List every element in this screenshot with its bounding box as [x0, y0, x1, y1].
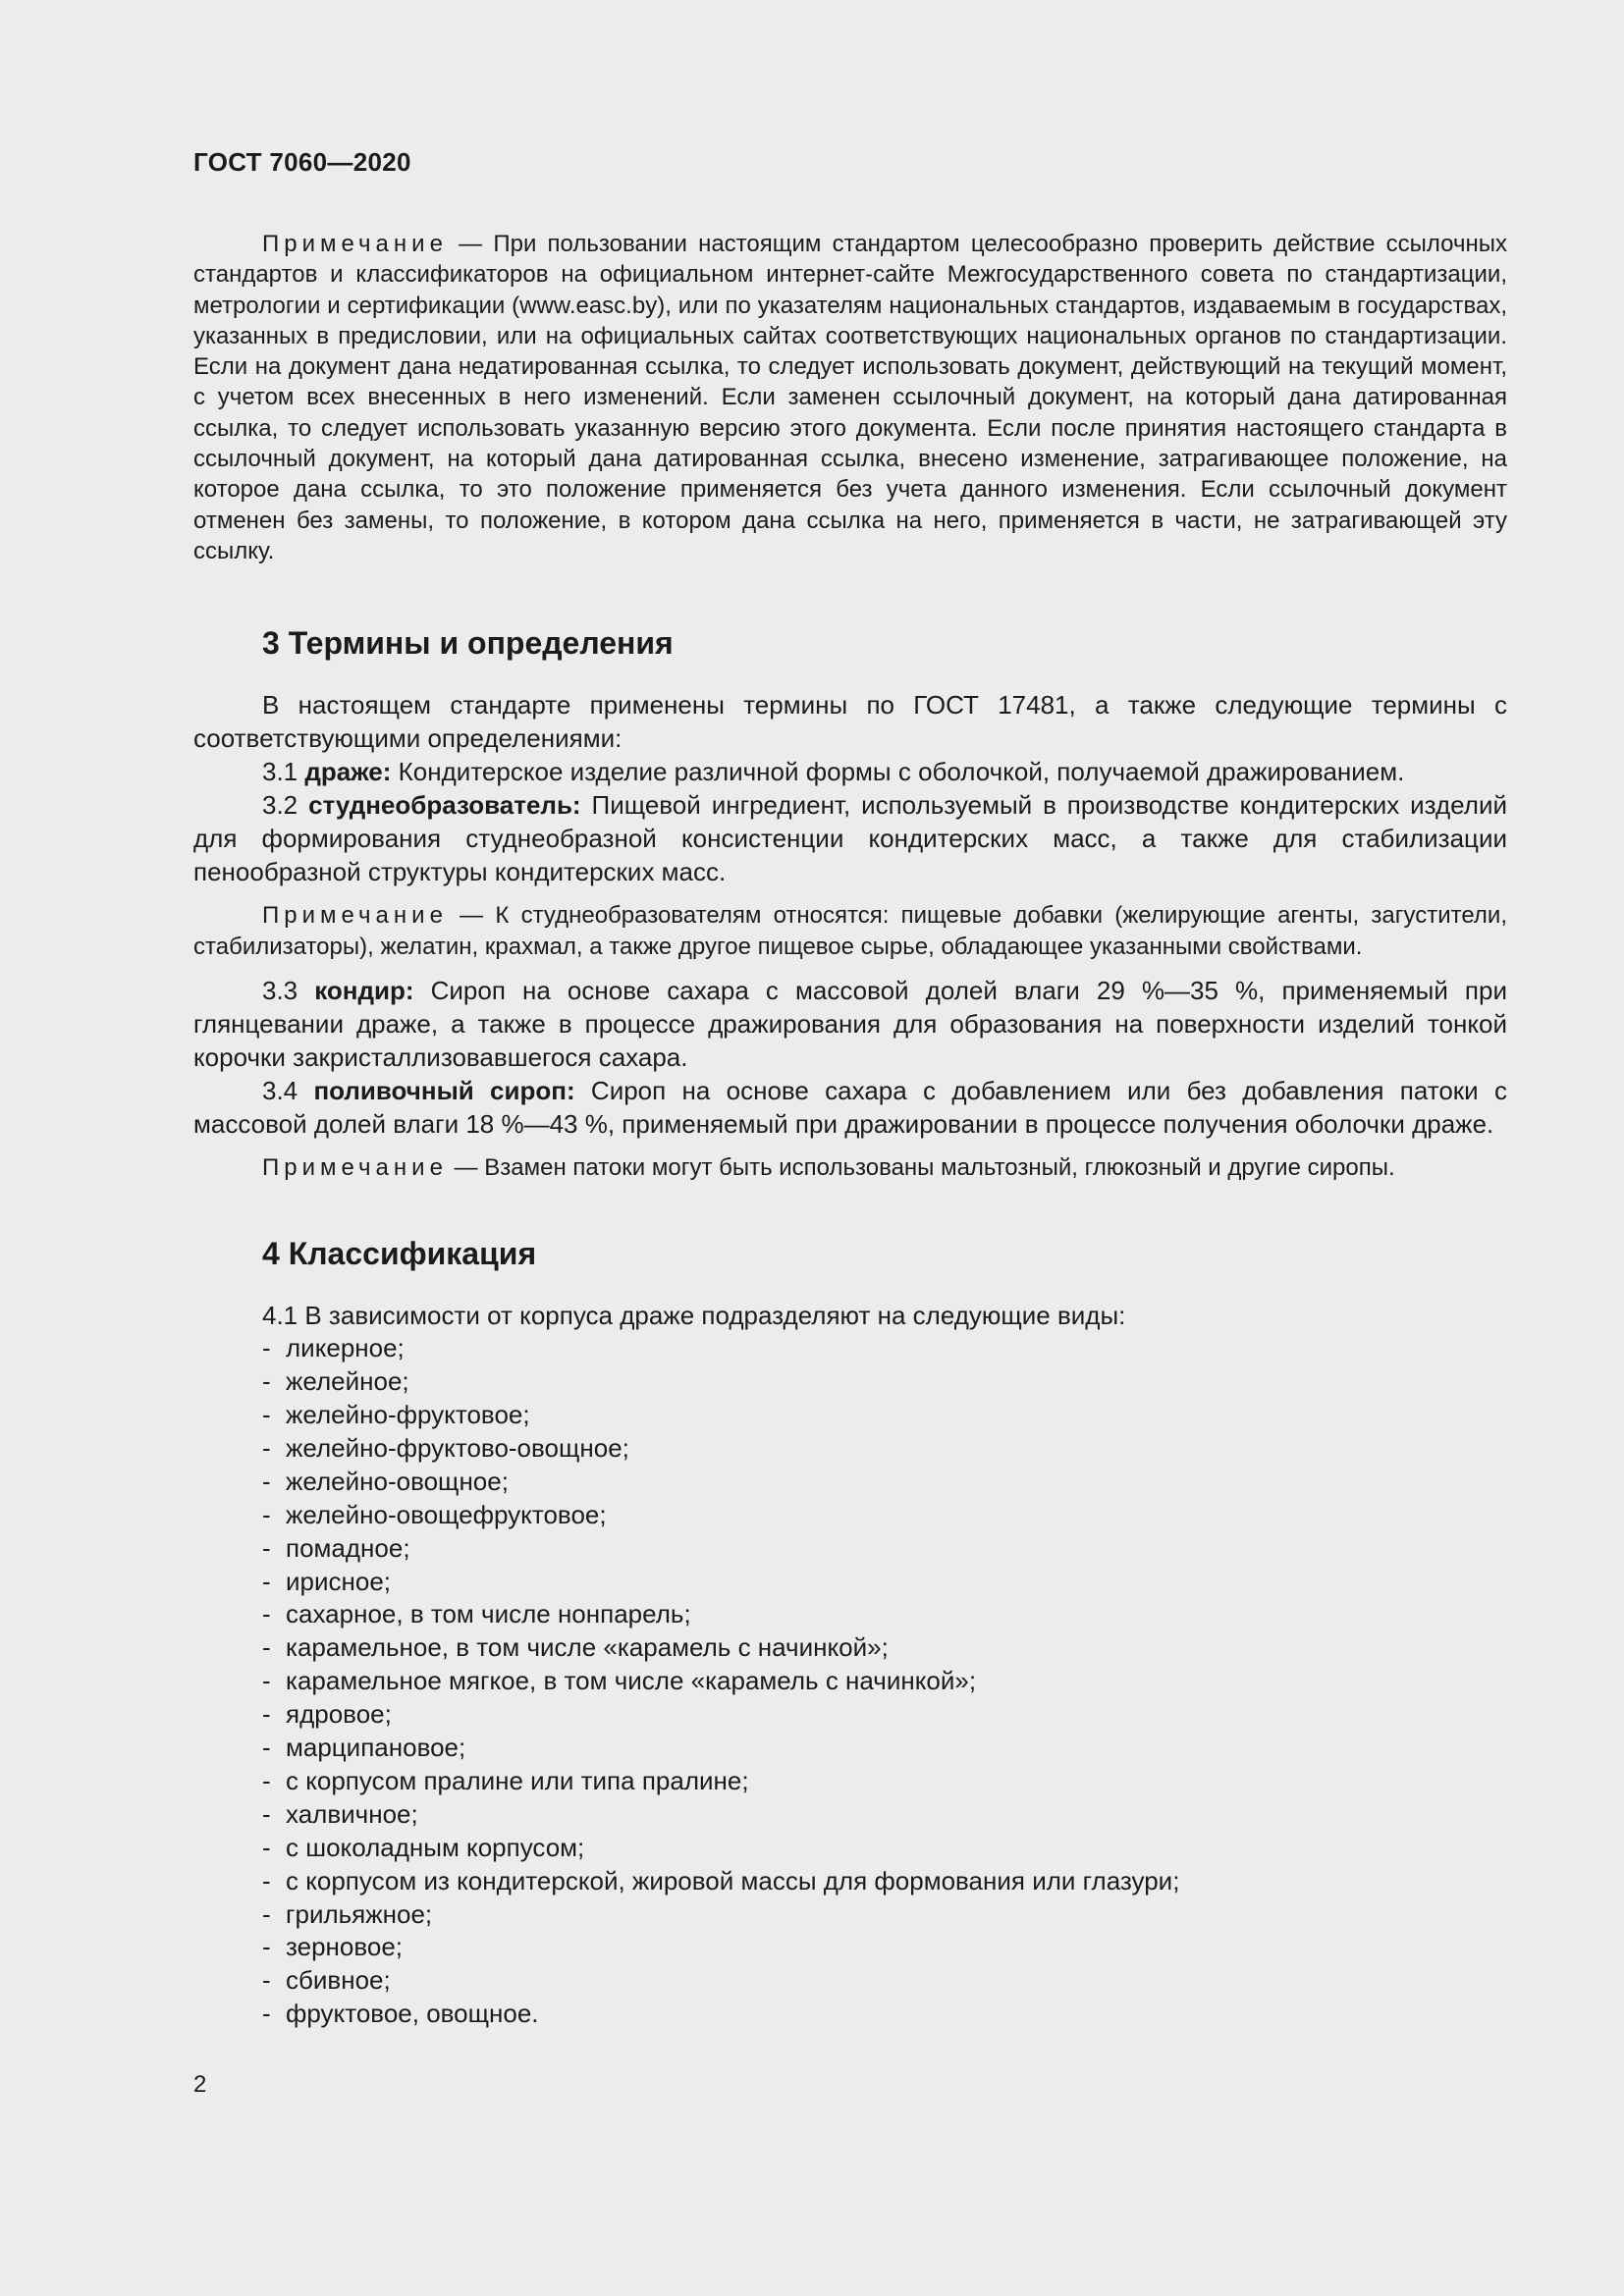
note-references: [193, 229, 1507, 566]
section-4-intro: 4.1 В зависимости от корпуса драже подразделяют на следующие виды:: [262, 1301, 1126, 1331]
list-item-text: с корпусом из кондитерской, жировой массы для формования или глазури;: [286, 1865, 1180, 1896]
list-item-text: с корпусом пралине или типа пралине;: [286, 1765, 749, 1795]
list-item: [193, 1432, 1507, 1466]
list-dash: -: [262, 1632, 271, 1663]
list-item-text: зерновое;: [286, 1932, 404, 1962]
list-dash: -: [262, 1366, 271, 1397]
list-item-text: желейно-овощное;: [286, 1466, 509, 1496]
note-label: Примечание: [262, 902, 448, 930]
list-item-text: сбивное;: [286, 1965, 391, 1996]
note-text: — К студнеобразователям относятся: пищевые добавки (желирующие агенты, загустители, стабилизаторы), желатин, крахмал, а также другое пищевое сырье, обладающее указанными свойствами.: [193, 902, 1507, 960]
list-item: [193, 1466, 1507, 1499]
list-dash: -: [262, 1898, 271, 1929]
list-item: [193, 1631, 1507, 1665]
term-definition: Сироп на основе сахара с добавлением или без добавления патоки с массовой долей влаги 18 %—43 %, применяемый при дражировании в процессе получения оболочки драже.: [193, 1075, 1508, 1139]
note-gelling-agents: [193, 900, 1507, 962]
list-item: [193, 1964, 1507, 1998]
note-label: Примечание: [262, 1153, 448, 1181]
list-item-text: желейно-овощефруктовое;: [286, 1499, 607, 1529]
list-item-text: желейное;: [286, 1366, 409, 1397]
list-item: [193, 1832, 1507, 1865]
list-dash: -: [262, 1532, 271, 1563]
list-item-text: карамельное мягкое, в том числе «карамель с начинкой»;: [286, 1666, 977, 1696]
list-item: [193, 1698, 1507, 1732]
term-number: 3.4: [262, 1075, 314, 1105]
list-item: [193, 1998, 1507, 2031]
list-item: [193, 1399, 1507, 1432]
list-item: [193, 1931, 1507, 1964]
section-3-intro: В настоящем стандарте применены термины по ГОСТ 17481, а также следующие термины с соответствующими определениями:: [193, 690, 1507, 754]
list-item: [193, 1765, 1507, 1798]
drage-kinds-list: [193, 1332, 1507, 2031]
section-4-title: 4 Классификация: [262, 1236, 537, 1272]
list-dash: -: [262, 1499, 271, 1529]
list-item: [193, 1499, 1507, 1532]
note-text: — При пользовании настоящим стандартом целесообразно проверить действие ссылочных стандартов и классификаторов на официальном интернет-сайте Межгосударственного совета по стандартизации, метрологии и сертификации (www.easc.by), или по указателям национальных стандартов, издаваемым в государствах, указанных в предисловии, или на официальных сайтах соответствующих национальных органов по стандартизации. Если на документ дана недатированная ссылка, то следует использовать документ, действующий на текущий момент, с учетом всех внесенных в него изменений. Если заменен ссылочный документ, на который дана датированная ссылка, то следует использовать указанную версию этого документа. Если после принятия настоящего стандарта в ссылочный документ, на который дана датированная ссылка, внесено изменение, затрагивающее положение, на которое дана ссылка, то это положение применяется без учета данного изменения. Если ссылочный документ отменен без замены, то положение, в котором дана ссылка на него, применяется в части, не затрагивающей эту ссылку.: [193, 231, 1507, 564]
list-item-text: помадное;: [286, 1532, 410, 1563]
list-dash: -: [262, 1666, 271, 1696]
list-item: [193, 1732, 1507, 1765]
list-item: [193, 1532, 1507, 1566]
list-item: [193, 1598, 1507, 1631]
list-dash: -: [262, 1432, 271, 1463]
term-3-4: [193, 1074, 1507, 1141]
term-definition: Кондитерское изделие различной формы с оболочкой, получаемой дражированием.: [391, 757, 1405, 787]
term-3-1: [193, 755, 1507, 788]
list-dash: -: [262, 1566, 271, 1596]
term-definition: Сироп на основе сахара с массовой долей влаги 29 %—35 %, применяемый при глянцевании драже, а также в процессе дражирования для образования на поверхности изделий тонкой корочки закристаллизовавшегося сахара.: [193, 975, 1507, 1072]
term-definition: Пищевой ингредиент, используемый в производстве кондитерских изделий для формирования студнеобразной консистенции кондитерских масс, а также для стабилизации пенообразной структуры кондитерских масс.: [193, 790, 1507, 887]
section-3-title: 3 Термины и определения: [262, 625, 674, 662]
term-number: 3.3: [262, 975, 315, 1005]
list-dash: -: [262, 1932, 271, 1962]
list-dash: -: [262, 1399, 271, 1429]
list-dash: -: [262, 1765, 271, 1795]
list-item: [193, 1798, 1507, 1832]
list-item-text: с шоколадным корпусом;: [286, 1832, 585, 1862]
note-text: — Взамен патоки могут быть использованы мальтозный, глюкозный и другие сиропы.: [447, 1153, 1395, 1181]
note-syrups: [193, 1152, 1507, 1183]
list-dash: -: [262, 1999, 271, 2029]
list-item: [193, 1365, 1507, 1399]
list-dash: -: [262, 1699, 271, 1730]
list-item: [193, 1898, 1507, 1932]
list-item-text: ядровое;: [286, 1699, 392, 1730]
list-item-text: фруктовое, овощное.: [286, 1999, 539, 2029]
term-name: поливочный сироп:: [313, 1075, 575, 1105]
list-dash: -: [262, 1333, 271, 1363]
term-3-3: [193, 974, 1507, 1074]
document-code-header: ГОСТ 7060—2020: [193, 147, 411, 177]
list-dash: -: [262, 1733, 271, 1763]
list-dash: -: [262, 1965, 271, 1996]
list-item-text: желейно-фруктово-овощное;: [286, 1432, 629, 1463]
note-label: Примечание: [262, 231, 448, 257]
list-dash: -: [262, 1599, 271, 1629]
term-name: кондир:: [314, 975, 414, 1005]
term-name: студнеобразователь:: [308, 790, 581, 821]
list-dash: -: [262, 1865, 271, 1896]
list-item-text: халвичное;: [286, 1798, 418, 1829]
list-item: [193, 1865, 1507, 1898]
term-3-2: [193, 788, 1507, 888]
list-item: [193, 1665, 1507, 1698]
list-item: [193, 1332, 1507, 1365]
list-dash: -: [262, 1798, 271, 1829]
term-number: 3.1: [262, 757, 305, 787]
list-item-text: сахарное, в том числе нонпарель;: [286, 1599, 691, 1629]
list-dash: -: [262, 1832, 271, 1862]
list-item-text: желейно-фруктовое;: [286, 1399, 530, 1429]
list-item-text: марципановое;: [286, 1733, 466, 1763]
list-item-text: ирисное;: [286, 1566, 392, 1596]
page-number: 2: [193, 2071, 207, 2098]
list-dash: -: [262, 1466, 271, 1496]
list-item-text: грильяжное;: [286, 1898, 433, 1929]
list-item: [193, 1566, 1507, 1599]
term-number: 3.2: [262, 790, 309, 821]
list-item-text: карамельное, в том числе «карамель с начинкой»;: [286, 1632, 889, 1663]
list-item-text: ликерное;: [286, 1333, 405, 1363]
term-name: драже:: [304, 757, 392, 787]
